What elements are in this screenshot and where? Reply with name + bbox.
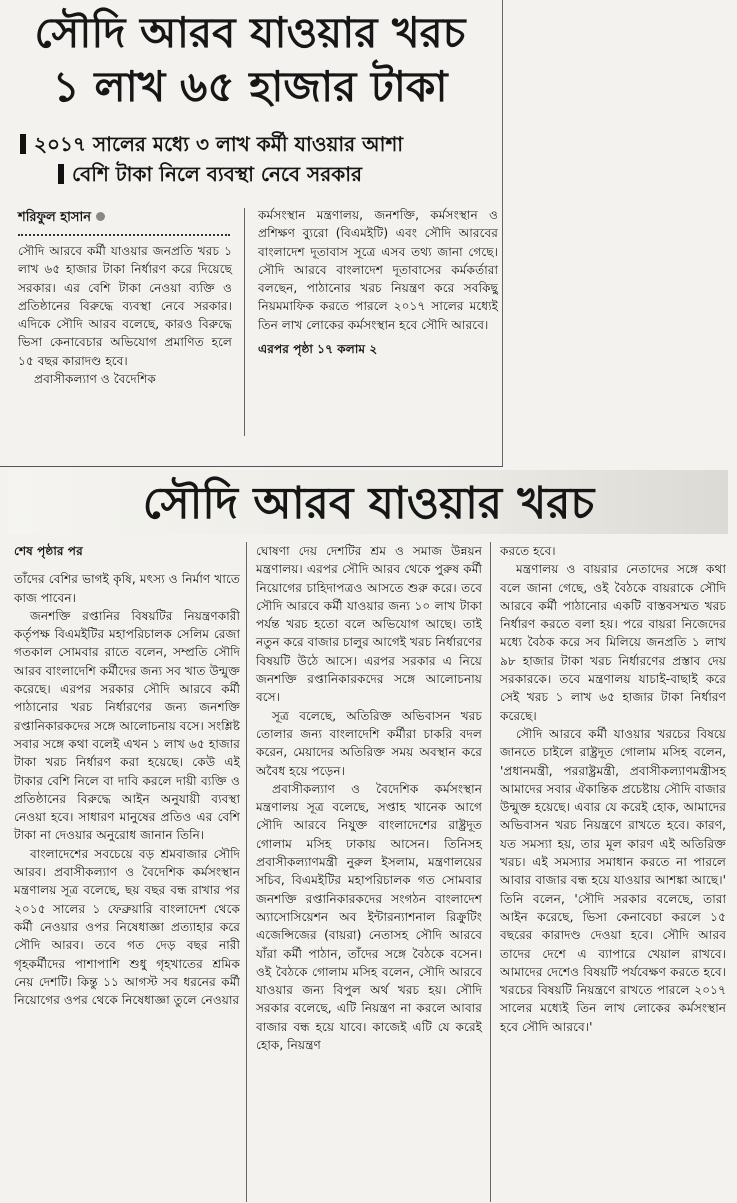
jump-column-3-para-3: সৌদি আরবে কর্মী যাওয়ার খরচের বিষয়ে জানতে চাইলে রাষ্ট্রদূত গোলাম মসিহ বলেন, 'প্রধানমন্ত্রী, পররাষ্ট্রমন্ত্রী, প্রবাসীকল্যাণমন্ত্রীসহ আমাদের সবার ঐকান্তিক প্রচেষ্টায় সৌদি বাজার উন্মুক্ত হয়েছে। এবার যে করেই হোক, আমাদের অভিবাসন খরচ নিয়ন্ত্রণে রাখতে হবে। কারণ, যত সমস্যা হয়, তার মূল কারণ এই অতিরিক্ত খরচ। এই সমস্যার সমাধান করতে না পারলে আবার বাজার বন্ধ হয়ে যাওয়ার আশঙ্কা আছে।' তিনি বলেন, 'সৌদি সরকার বলেছে, তারা আইন করেছে, ভিসা কেনাবেচা করলে ১৫ বছরের কারাদণ্ড দেওয়া হবে। সৌদি আরব তাদের দেশে এ ব্যাপারে খেয়াল রাখবে। আমাদের দেশেও বিষয়টি পর্যবেক্ষণ করতে হবে। খরচের বিষয়টি নিয়ন্ত্রণে রাখতে পারলে ২০১৭ সালের মধ্যেই তিন লাখ লোকের কর্মসংস্থান হবে সৌদি আরবে।' (500, 726, 726, 1034)
jump-column-1-para-1: তাঁদের বেশির ভাগই কৃষি, মৎস্য ও নির্মাণ খাতে কাজ পাবেন। (14, 572, 240, 605)
jump-column-2-para-2: সূত্র বলেছে, অতিরিক্ত অভিবাসন খরচ তোলার জন্য বাংলাদেশি কর্মীরা চাকরি বদল করেন, মেয়াদের অতিরিক্ত সময় অবস্থান করে অবৈধ হয়ে পড়েন। (256, 708, 482, 778)
continued-reference: এরপর পৃষ্ঠা ১৭ কলাম ২ (258, 342, 378, 357)
jump-column-divider-1 (246, 542, 247, 1202)
jump-column-3-para-1: করতে হবে। (500, 544, 556, 558)
front-story-right-border (502, 0, 503, 466)
front-column-2-para: কর্মসংস্থান মন্ত্রণালয়, জনশক্তি, কর্মসংস্থান ও প্রশিক্ষণ ব্যুরো (বিএমইটি) এবং সৌদি আরবের বাংলাদেশ দূতাবাস সূত্রে এসব তথ্য জানা গেছে। সৌদি আরবে বাংলাদেশ দূতাবাসের কর্মকর্তারা বলছেন, পাঠানোর খরচ নিয়ন্ত্রণ করে সবকিছু নিয়মমাফিক করতে পারলে ২০১৭ সালের মধ্যেই তিন লাখ লোকের কর্মসংস্থান হবে সৌদি আরবে। (258, 208, 498, 332)
front-column-divider (244, 208, 245, 436)
jump-column-3-para-2: মন্ত্রণালয় ও বায়রার নেতাদের সঙ্গে কথা বলে জানা গেছে, ওই বৈঠকে বায়রাকে সৌদি আরবে কর্মী পাঠানোর একটি বাস্তবসম্মত খরচ নির্ধারণ করতে বলা হয়। পরে বায়রা নিজেদের মধ্যে বৈঠক করে সব মিলিয়ে জনপ্রতি ১ লাখ ৯৮ হাজার টাকা খরচ নির্ধারণের প্রস্তাব দেয় সরকারকে। তবে মন্ত্রণালয় যাচাই-বাছাই করে সেই খরচ ১ লাখ ৬৫ হাজার টাকা নির্ধারণ করেছে। (500, 562, 726, 723)
front-column-1-para-1: সৌদি আরবে কর্মী যাওয়ার জনপ্রতি খরচ ১ লাখ ৬৫ হাজার টাকা নির্ধারণ করে দিয়েছে সরকার। এর বেশি টাকা নেওয়া ব্যক্তি ও প্রতিষ্ঠানের বিরুদ্ধে ব্যবস্থা নেবে সরকার। এদিকে সৌদি আরব বলেছে, কারও বিরুদ্ধে ভিসা কেনাবেচার অভিযোগ প্রমাণিত হলে ১৫ বছর কারাদণ্ড হবে। (18, 244, 232, 368)
jump-column-2-para-3: প্রবাসীকল্যাণ ও বৈদেশিক কর্মসংস্থান মন্ত্রণালয় সূত্র বলেছে, সপ্তাহ খানেক আগে সৌদি আরবে নিযুক্ত বাংলাদেশের রাষ্ট্রদূত গোলাম মসিহ ঢাকায় আসেন। তিনিসহ প্রবাসীকল্যাণমন্ত্রী নুরুল ইসলাম, মন্ত্রণালয়ের সচিব, বিএমইটির মহাপরিচালক গত সোমবার জনশক্তি রপ্তানিকারকদের সংগঠন বাংলাদেশ অ্যাসোসিয়েশন অব ইন্টারন্যাশনাল রিক্রুটিং এজেন্সিজের (বায়রা) নেতাসহ সৌদি আরবে যাঁরা কর্মী পাঠান, তাঁদের সঙ্গে বৈঠকে বসেন। ওই বৈঠকে গোলাম মসিহ বলেন, সৌদি আরবে যাওয়ার জন্য বিপুল অর্থ খরচ হয়। সৌদি সরকার বলেছে, এটি নিয়ন্ত্রণ না করলে আবার বাজার বন্ধ হয়ে যাবে। কাজেই এটি যে করেই হোক, নিয়ন্ত্রণ (256, 781, 482, 1053)
jump-column-divider-2 (490, 542, 491, 1202)
subhead-bullet (58, 164, 64, 184)
front-column-1 (18, 242, 232, 388)
front-story-bottom-border (0, 466, 503, 467)
front-column-1-para-2: প্রবাসীকল্যাণ ও বৈদেশিক (34, 372, 156, 387)
subheadline-2 (58, 160, 498, 188)
byline-dotted-rule (18, 234, 230, 236)
subheadline-1-text: ২০১৭ সালের মধ্যে ৩ লাখ কর্মী যাওয়ার আশা (34, 132, 404, 156)
jump-continued-label: শেষ পৃষ্ঠার পর (14, 544, 83, 558)
jump-column-1-para-2: জনশক্তি রপ্তানির বিষয়টির নিয়ন্ত্রণকারী কর্তৃপক্ষ বিএমইটির মহাপরিচালক সেলিম রেজা গতকাল সোমবার রাতে বলেন, সম্প্রতি সৌদি আরব বাংলাদেশি কর্মীদের জন্য সব খাত উন্মুক্ত করেছে। এরপর সরকার সৌদি আরবে কর্মী পাঠানোর খরচ নির্ধারণের জন্য জনশক্তি রপ্তানিকারকদের সঙ্গে আলোচনায় বসে। সংশ্লিষ্ট সবার সঙ্গে কথা বলেই এখন ১ লাখ ৬৫ হাজার টাকা খরচ নির্ধারণ করা হয়েছে। কেউ এই টাকার বেশি নিলে বা দাবি করলে দায়ী ব্যক্তি ও প্রতিষ্ঠানের বিরুদ্ধে আইন অনুযায়ী ব্যবস্থা নেওয়া হবে। সাধারণ মানুষের প্রতিও এর বেশি টাকা না দেওয়ার অনুরোধ জানান তিনি। (14, 608, 240, 843)
headline-line-2: ১ লাখ ৬৫ হাজার টাকা (52, 62, 448, 111)
jump-column-1-para-3: বাংলাদেশের সবচেয়ে বড় শ্রমবাজার সৌদি আরব। প্রবাসীকল্যাণ ও বৈদেশিক কর্মসংস্থান মন্ত্রণালয় সূত্র বলেছে, ছয় বছর বন্ধ রাখার পর ২০১৫ সালের ১ ফেব্রুয়ারি বাংলাদেশ থেকে কর্মী নেওয়ার ওপর নিষেধাজ্ঞা প্রত্যাহার করে সৌদি আরব। তবে গত দেড় বছর নারী গৃহকর্মীদের পাশাপাশি শুধু গৃহখাতের শ্রমিক নেয় দেশটি। কিন্তু ১১ আগস্ট সব ধরনের কর্মী নিয়োগের ওপর থেকে নিষেধাজ্ঞা তুলে নেওয়ার (14, 846, 240, 1008)
subhead-bullet (20, 134, 26, 154)
jump-column-3 (500, 542, 726, 1036)
byline (18, 208, 105, 229)
jump-column-1 (14, 542, 240, 1009)
front-column-2 (258, 206, 498, 358)
jump-column-2 (256, 542, 482, 1054)
subheadline-1 (20, 130, 500, 158)
jump-headline: সৌদি আরব যাওয়ার খরচ (142, 478, 595, 529)
jump-column-2-para-1: ঘোষণা দেয় দেশটির শ্রম ও সমাজ উন্নয়ন মন্ত্রণালয়। এরপর সৌদি আরব থেকে পুরুষ কর্মী নিয়োগের চাহিদাপত্রও আসতে শুরু করে। তবে সৌদি আরবে কর্মী যাওয়ার জন্য ১০ লাখ টাকা পর্যন্ত খরচ হতো বলে অভিযোগ আছে। তাই নতুন করে বাজার চালুর আগেই খরচ নির্ধারণের বিষয়টি উঠে আসে। এরপর সরকার এ নিয়ে জনশক্তি রপ্তানিকারকদের সঙ্গে আলোচনায় বসে। (256, 544, 482, 705)
byline-dot-icon (96, 212, 105, 221)
headline-line-1: সৌদি আরব যাওয়ার খরচ (34, 8, 466, 57)
byline-author: শরিফুল হাসান (18, 210, 91, 225)
subheadline-2-text: বেশি টাকা নিলে ব্যবস্থা নেবে সরকার (72, 162, 363, 186)
